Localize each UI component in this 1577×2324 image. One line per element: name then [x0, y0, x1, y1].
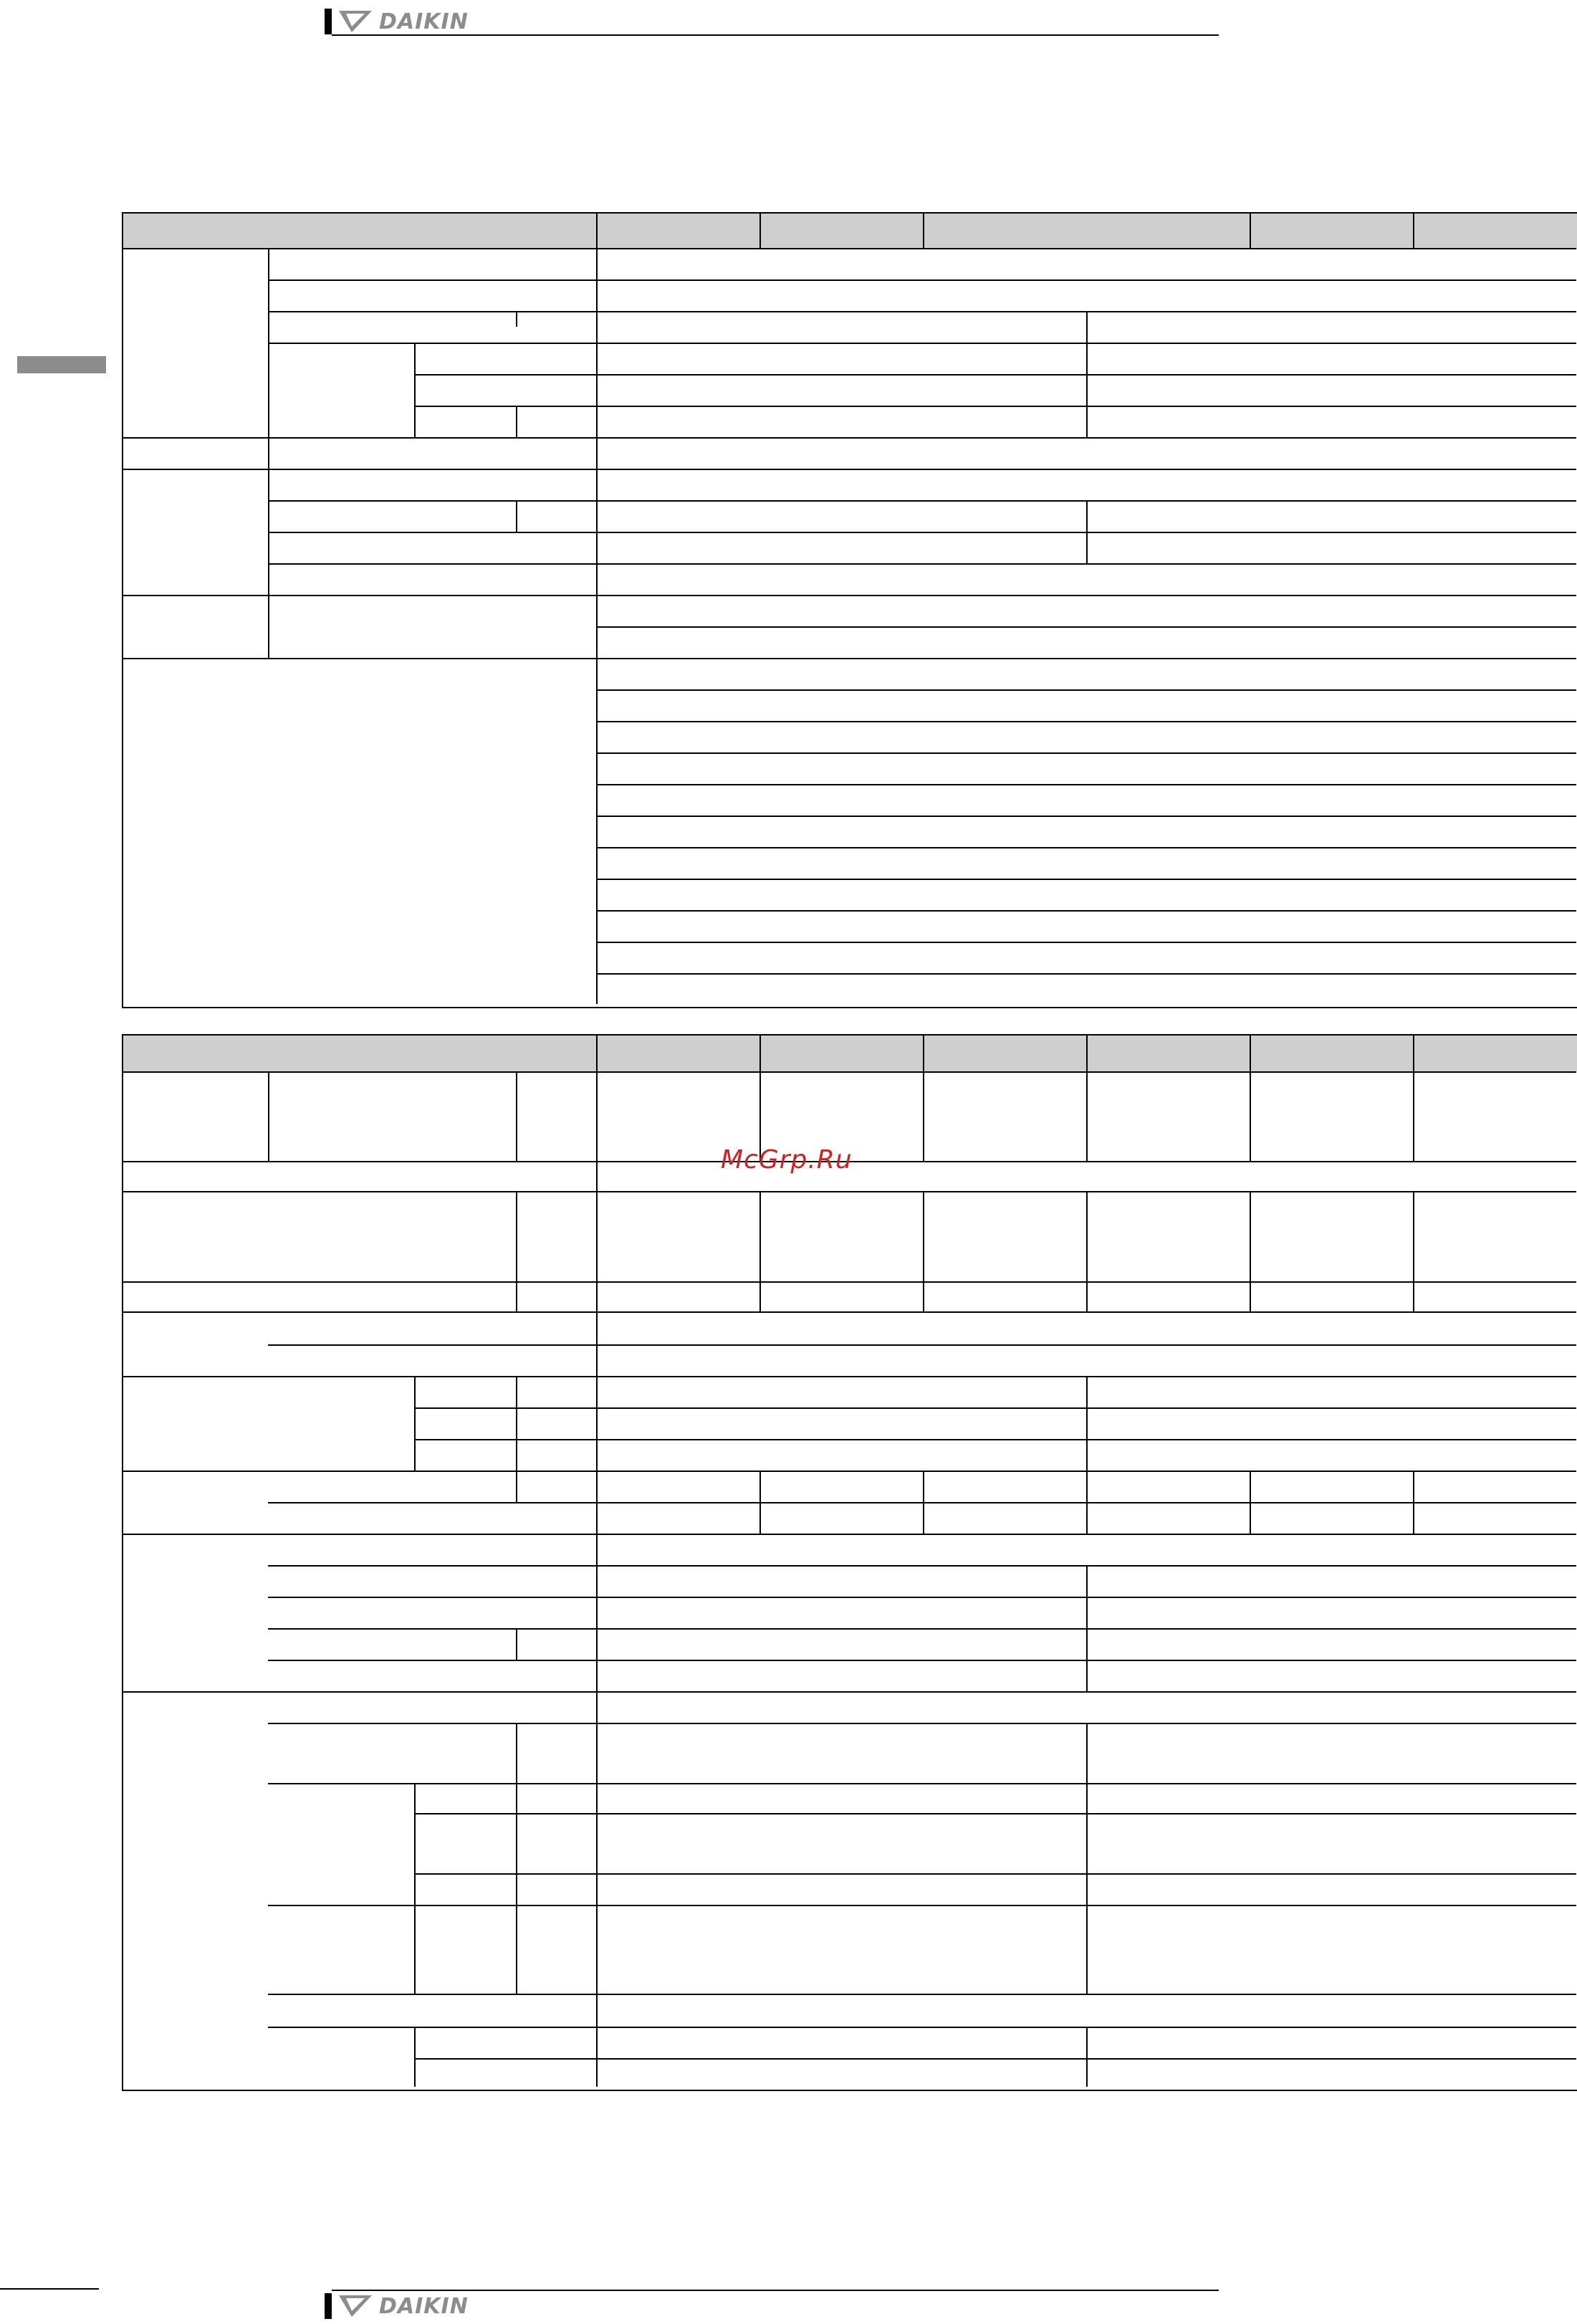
- grid-line-v: [923, 1191, 924, 1281]
- footer-logo: [325, 2293, 469, 2319]
- grid-line-v: [759, 214, 761, 248]
- grid-line-v: [923, 1036, 924, 1071]
- grid-line-v: [759, 1036, 761, 1071]
- grid-line-h: [414, 1407, 1576, 1409]
- grid-line-h: [598, 973, 1576, 975]
- grid-line-v: [1086, 1191, 1088, 1311]
- grid-line-v: [1250, 214, 1251, 248]
- grid-line-h: [268, 1344, 1576, 1346]
- grid-line-v: [516, 406, 517, 437]
- grid-line-v: [596, 1036, 598, 2087]
- spec-table-1: [122, 212, 1577, 1008]
- grid-line-v: [414, 343, 416, 437]
- grid-line-h: [123, 1471, 1576, 1472]
- grid-line-v: [1086, 1723, 1088, 1994]
- grid-line-h: [598, 910, 1576, 912]
- grid-line-v: [1250, 1036, 1251, 1071]
- grid-line-v: [516, 1905, 517, 1994]
- grid-line-h: [268, 532, 1576, 533]
- grid-line-h: [123, 1691, 1576, 1693]
- grid-line-h: [268, 1723, 1576, 1724]
- header-rule: [332, 34, 1219, 36]
- grid-line-v: [268, 1071, 269, 1161]
- grid-line-h: [123, 1534, 1576, 1535]
- logo-bar: [325, 9, 332, 34]
- grid-line-v: [923, 1071, 924, 1161]
- footer-brand-text: DAIKIN: [379, 2293, 469, 2319]
- grid-line-v: [923, 214, 924, 248]
- header-brand-text: DAIKIN: [379, 9, 469, 34]
- grid-line-v: [516, 1783, 517, 1905]
- grid-line-v: [516, 1071, 517, 1161]
- grid-line-h: [598, 942, 1576, 943]
- grid-line-v: [516, 1723, 517, 1783]
- grid-line-v: [1413, 1471, 1414, 1534]
- grid-line-v: [1086, 1071, 1088, 1161]
- grid-line-v: [1086, 1565, 1088, 1691]
- grid-line-h: [268, 1994, 1576, 1995]
- grid-line-v: [414, 1783, 416, 1994]
- grid-line-h: [268, 311, 1576, 312]
- grid-line-v: [1250, 1071, 1251, 1161]
- grid-line-h: [414, 1813, 1576, 1814]
- grid-line-h: [123, 248, 1576, 249]
- grid-line-h: [414, 406, 1576, 407]
- section-tab-marker: [17, 356, 106, 373]
- grid-line-h: [123, 1281, 1576, 1283]
- grid-line-h: [268, 1660, 1576, 1661]
- grid-line-v: [1086, 1036, 1088, 1071]
- grid-line-h: [598, 626, 1576, 628]
- grid-line-v: [1413, 1036, 1414, 1071]
- grid-line-h: [598, 879, 1576, 880]
- grid-line-v: [759, 1281, 761, 1311]
- footer-left-rule: [0, 2288, 99, 2290]
- grid-line-h: [598, 816, 1576, 817]
- grid-line-v: [1086, 311, 1088, 437]
- grid-line-h: [268, 1597, 1576, 1598]
- grid-line-h: [123, 1311, 1576, 1313]
- grid-line-h: [268, 2027, 1576, 2028]
- daikin-mark-icon: [339, 11, 372, 32]
- grid-line-h: [123, 1071, 1576, 1073]
- grid-line-v: [516, 1628, 517, 1660]
- grid-line-v: [759, 1191, 761, 1281]
- grid-line-v: [1086, 1376, 1088, 1471]
- grid-line-v: [1413, 1191, 1414, 1311]
- spec-table-2: [122, 1034, 1577, 2091]
- grid-line-v: [1413, 214, 1414, 248]
- table-1-header-row: [123, 214, 1577, 249]
- grid-line-v: [923, 1281, 924, 1311]
- grid-line-v: [596, 214, 598, 1004]
- grid-line-h: [598, 847, 1576, 848]
- grid-line-h: [268, 1502, 1576, 1503]
- grid-line-h: [123, 469, 1576, 470]
- grid-line-v: [1250, 1471, 1251, 1534]
- grid-line-v: [516, 1191, 517, 1281]
- logo-bar: [325, 2293, 332, 2319]
- grid-line-h: [598, 721, 1576, 722]
- grid-line-h: [268, 500, 1576, 502]
- footer-rule: [332, 2290, 1219, 2291]
- grid-line-v: [1086, 2027, 1088, 2087]
- grid-line-v: [516, 311, 517, 327]
- grid-line-v: [1086, 1471, 1088, 1534]
- watermark: McGrp.Ru: [721, 1145, 853, 1175]
- grid-line-h: [123, 1191, 1576, 1192]
- grid-line-h: [123, 595, 1576, 596]
- grid-line-h: [268, 1565, 1576, 1567]
- grid-line-h: [268, 1628, 1576, 1630]
- grid-line-h: [598, 784, 1576, 785]
- table-2-header-row: [123, 1036, 1577, 1071]
- grid-line-h: [268, 563, 1576, 565]
- grid-line-v: [1413, 1071, 1414, 1161]
- grid-line-v: [923, 1471, 924, 1534]
- grid-line-v: [414, 2027, 416, 2087]
- grid-line-h: [414, 374, 1576, 376]
- grid-line-h: [414, 1439, 1576, 1440]
- grid-line-v: [1250, 1191, 1251, 1311]
- grid-line-h: [268, 1783, 1576, 1784]
- grid-line-h: [598, 752, 1576, 754]
- grid-line-v: [516, 500, 517, 532]
- header-logo: [325, 9, 469, 34]
- grid-line-v: [1086, 500, 1088, 563]
- grid-line-h: [268, 279, 1576, 281]
- grid-line-h: [123, 1376, 1576, 1377]
- grid-line-h: [123, 658, 1576, 659]
- grid-line-v: [759, 1471, 761, 1534]
- grid-line-h: [598, 689, 1576, 691]
- grid-line-h: [414, 2058, 1576, 2060]
- grid-line-v: [268, 248, 269, 658]
- grid-line-h: [268, 1905, 1576, 1906]
- grid-line-v: [414, 1376, 416, 1471]
- grid-line-h: [268, 343, 1576, 344]
- grid-line-h: [123, 437, 1576, 439]
- grid-line-v: [516, 1281, 517, 1311]
- daikin-mark-icon: [339, 2295, 372, 2317]
- grid-line-h: [414, 1873, 1576, 1875]
- grid-line-v: [516, 1376, 517, 1502]
